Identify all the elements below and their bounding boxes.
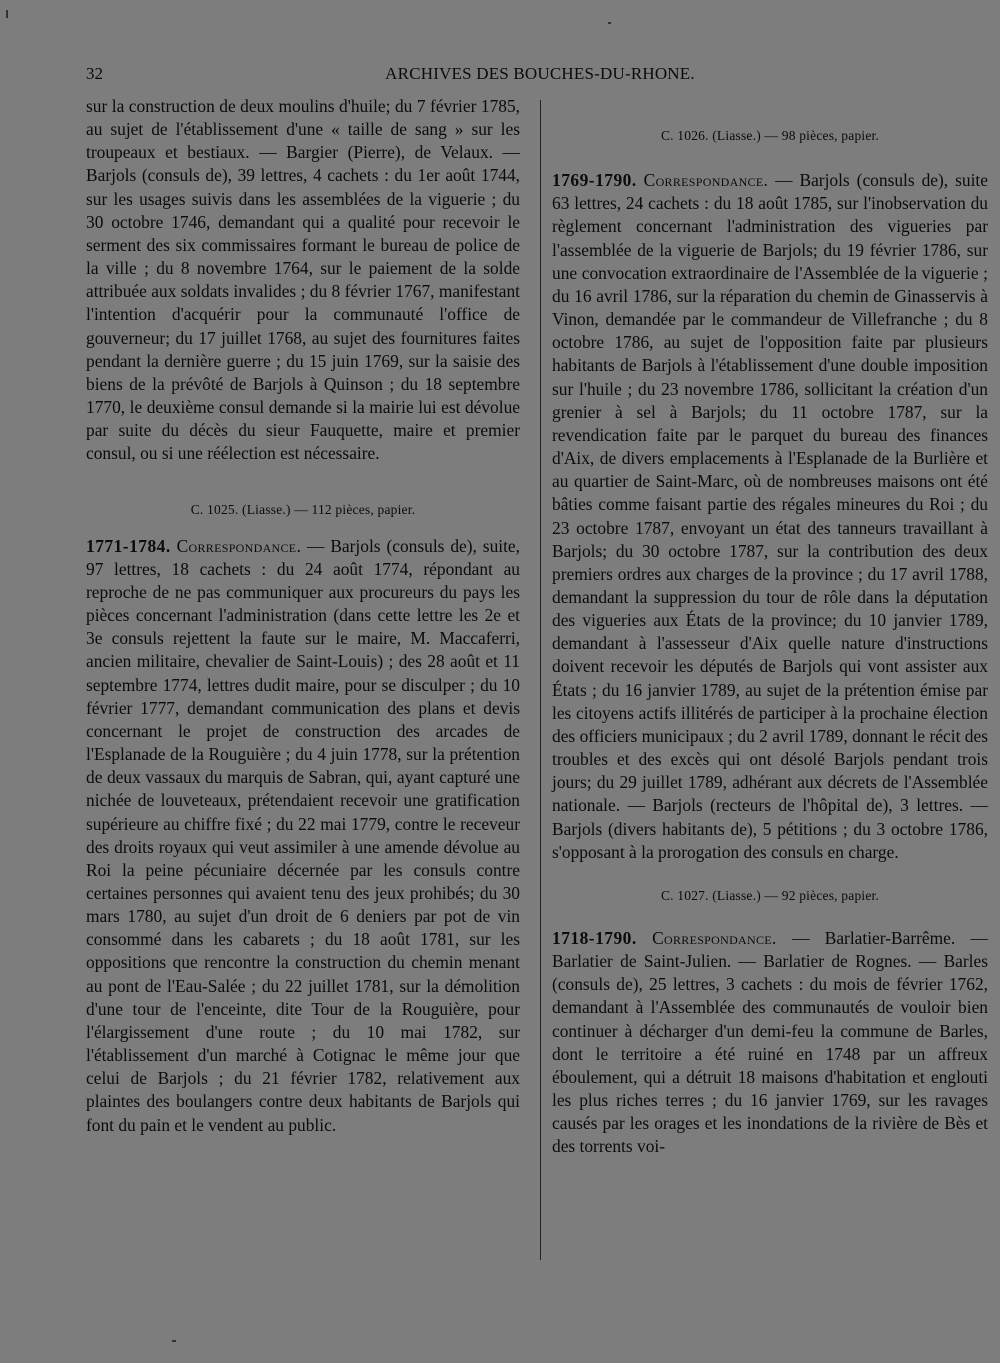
entry-rubric: Correspondance. — [643, 170, 769, 191]
entry-text: — Barlatier-Barrême. — Barlatier de Saint-Julien. — Barlatier de Rognes. — Barles (consuls de), 25 lettres, 3 cachets : du mois de février 1762, demandant à l'Assemblée des communautés de vouloir bien continuer à décharger d'un demi-feu la commune de Barles, dont le territoire a été ruiné en 1748 par un affreux éboulement, qui a détruit 18 maisons d'habitation et englouti les plus riches terres ; du 16 janvier 1769, sur les ravages causés par les orages et les inondations de la rivière de Bès et des torrents voi- — [552, 928, 988, 1157]
entry-rubric: Correspondance. — [652, 928, 777, 948]
scan-speck — [608, 22, 611, 24]
entry-rubric: Correspondance. — [176, 535, 302, 556]
entry-c1025 — [86, 535, 520, 1137]
entry-date: 1718-1790. — [552, 928, 637, 948]
entry-date: 1769-1790. — [552, 170, 637, 191]
entry-text: — Barjols (consuls de), suite 63 lettres, 24 cachets : du 18 août 1785, sur l'inobservation du règlement concernant l'administration des vigueries par l'assemblée de la viguerie de Barjols; du 19 février 1786, sur une convocation extraordinaire de l'Assemblée de la viguerie ; du 16 avril 1786, sur la réparation du chemin de Ginasservis à Vinon, demandée par le commandeur de Villefranche ; du 8 octobre 1786, au sujet de l'opposition faite par plusieurs habitants de Barjols à l'établissement d'une double imposition sur l'huile ; du 23 novembre 1786, sollicitant la création d'un grenier à sel à Barjols; du 11 octobre 1787, sur la revendication faite par le parquet du bureau des finances d'Aix, de divers emplacements à l'Esplanade de la Burlière et au quartier de Saint-Marc, où de nombreuses maisons ont été bâties comme faisant partie des régales mineures du Roi ; du 23 octobre 1787, envoyant un état des tanneurs travaillant à Barjols; du 30 octobre 1787, sur la contribution des deux premiers ordres aux charges de la province ; du 17 avril 1788, demandant la suppression du tour de rôle dans la députation des vigueries aux États de la province; du 10 janvier 1789, demandant à l'assesseur d'Aix quelle nature d'instructions doivent recevoir les députés de Barjols qui vont assister aux États ; du 16 janvier 1789, au sujet de la prétention émise par les citoyens actifs illitérés de participer à la prochaine élection des officiers municipaux ; du 2 avril 1789, donnant le récit des troubles et des excès qui ont désolé Barjols pendant trois jours; du 29 juillet 1789, adhérant aux décrets de l'Assemblée nationale. — Barjols (recteurs de l'hôpital de), 3 lettres. — Barjols (divers habitants de), 5 pétitions ; du 3 octobre 1786, s'opposant à la prorogation des consuls en charge. — [552, 170, 988, 862]
scan-speck — [172, 1340, 176, 1342]
page-header — [0, 62, 1000, 88]
scan-speck — [6, 10, 8, 18]
liasse-label-c1026: C. 1026. (Liasse.) — 98 pièces, papier. — [660, 128, 880, 143]
running-title: ARCHIVES DES BOUCHES-DU-RHONE. — [385, 64, 695, 83]
left-column — [86, 95, 520, 1137]
entry-c1026 — [552, 169, 988, 864]
page-number: 32 — [86, 64, 103, 83]
liasse-label-c1025: C. 1025. (Liasse.) — 112 pièces, papier. — [190, 501, 416, 517]
column-divider — [540, 100, 541, 1260]
liasse-label-c1027: C. 1027. (Liasse.) — 92 pièces, papier. — [660, 887, 880, 903]
right-column — [552, 124, 988, 1159]
entry-c1027 — [552, 927, 988, 1159]
continuation-paragraph: sur la construction de deux moulins d'huile; du 7 février 1785, au sujet de l'établissement d'une « taille de sang » sur les troupeaux et bestiaux. — Bargier (Pierre), de Velaux. — Barjols (consuls de), 39 lettres, 4 cachets : du 1er août 1744, sur les usages suivis dans les assemblées de la viguerie ; du 30 octobre 1746, demandant qui a qualité pour recevoir le serment des six commissaires formant le bureau de police de la ville ; du 8 novembre 1764, sur le paiement de la solde attribuée aux soldats invalides ; du 8 février 1767, manifestant l'intention d'acquérir pour la communauté l'office de gouverneur; du 17 juillet 1768, au sujet des fournitures faites pendant la dernière guerre ; du 15 juin 1769, sur la saisie des biens de la prévôté de Barjols à Quinson ; du 18 septembre 1770, le deuxième consul demande si la mairie lui est dévolue par suite du décès du sieur Fauquette, maire et premier consul, ou si une réélection est nécessaire. — [86, 96, 520, 464]
entry-date: 1771-1784. — [86, 535, 171, 556]
entry-text: — Barjols (consuls de), suite, 97 lettres, 18 cachets : du 24 août 1774, répondant au reproche de ne pas communiquer aux procureurs du pays les pièces concernant l'administration (dans cette lettre les 2e et 3e consuls rejettent la faute sur le maire, M. Maccaferri, ancien militaire, chevalier de Saint-Louis) ; des 28 août et 11 septembre 1774, lettres dudit maire, pour se disculper ; du 10 février 1777, demandant communication des plans et devis concernant le projet de construction des arcades de l'Esplanade de la Rouguière ; du 4 juin 1778, sur la prétention de deux vassaux du marquis de Sabran, qui, ayant capturé une nichée de louveteaux, prétendaient recevoir une gratification supérieure au chiffre fixé ; du 22 mai 1779, contre le receveur des droits royaux qui veut assimiler à une amende dévolue au Roi la peine pécuniaire décernée par les consuls contre certaines personnes qui avaient tenu des jeux prohibés; du 30 mars 1780, au sujet d'un droit de 6 deniers par pot de vin consommé dans les cabarets ; du 18 août 1781, sur les oppositions que rencontre la construction du chemin menant au pont de l'Eau-Salée ; du 22 juillet 1781, sur la démolition d'une tour de l'enceinte, dite Tour de la Rouguière, pour l'élargissement d'une route ; du 10 mai 1782, sur l'établissement d'un marché à Cotignac le même jour que celui de Barjols ; du 21 février 1782, relativement aux plaintes des boulangers contre deux habitants de Barjols qui font du pain et le vendent au public. — [86, 535, 520, 1135]
